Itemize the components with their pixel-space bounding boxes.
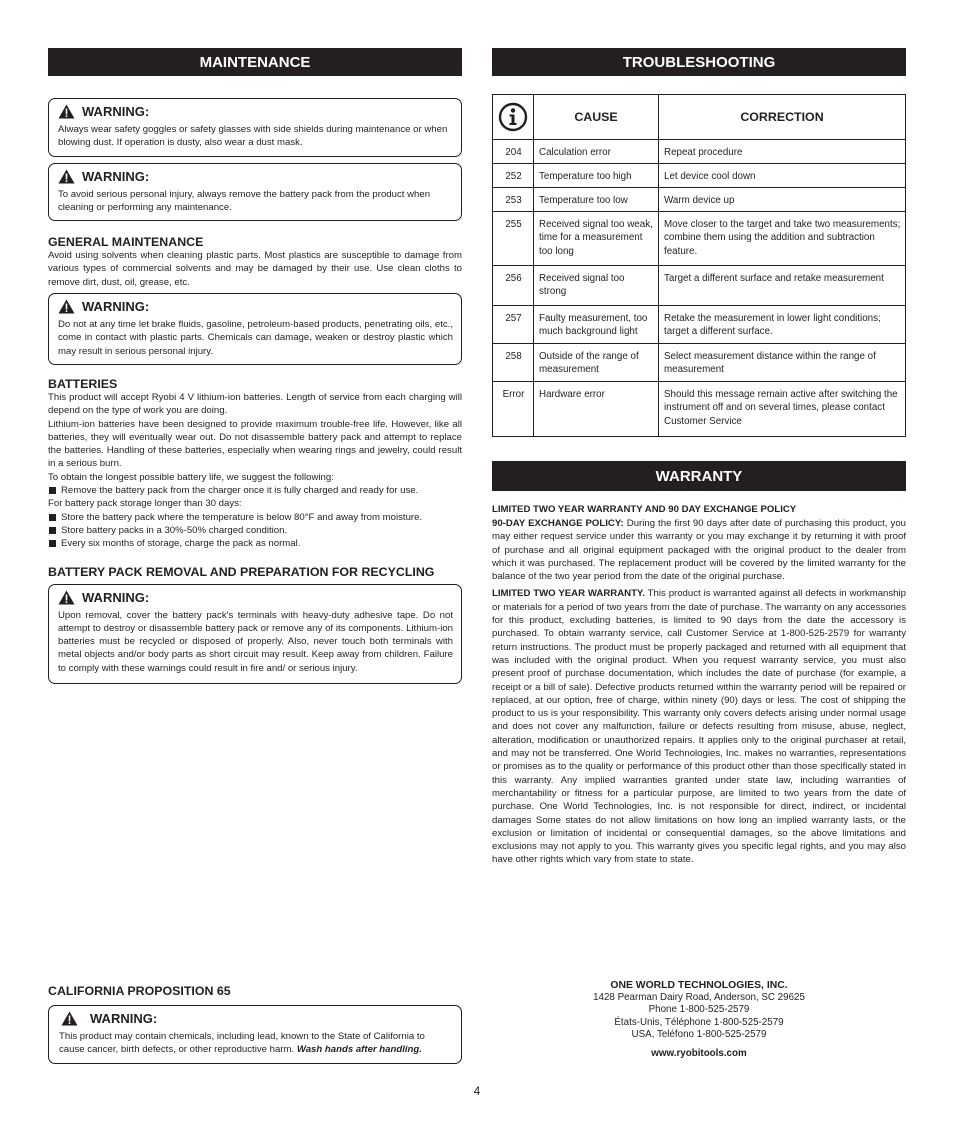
warning-text: Upon removal, cover the battery pack's terminals with heavy-duty adhesive tape. Do not attempt to destroy or disassemble battery pack or remove any of its components. Lithium-ion batteries must be recycled or disposed of properly. Also, never touch both terminals with metal objects and/or body parts as short circuit may result. Keep away from children. Failure to comply with these warnings could result in fire and/ or serious injury. [58,609,453,674]
cause-cell: Received signal too weak, time for a measurement too long [534,212,659,266]
warning-triangle-icon [58,104,75,119]
company-phone-fr: États-Unis, Téléphone 1-800-525-2579 [614,1016,784,1028]
warranty-title: WARRANTY [492,461,906,491]
batteries-paragraph: This product will accept Ryobi 4 V lithium-ion batteries. Length of service from each charging will depend on the type of work you are doing. [48,391,462,417]
warning-label: WARNING: [82,168,150,184]
table-row [493,306,906,344]
column-header-cause: CAUSE [534,95,659,140]
warning-box-goggles [48,98,462,157]
warning-triangle-icon [58,590,75,605]
batteries-paragraph: Lithium-ion batteries have been designed to provide maximum trouble-free life. However, like all batteries, they will eventually wear out. Do not disassemble battery pack and attempt to replace the batteries. Handling of these batteries, especially when wearing rings and jewelry, could result in a serious burn. [48,418,462,470]
column-header-correction: CORRECTION [659,95,906,140]
battery-removal-heading: BATTERY PACK REMOVAL AND PREPARATION FOR RECYCLING [48,564,435,579]
warning-triangle-icon [58,299,75,314]
company-info [492,980,906,1060]
cause-cell: Calculation error [534,140,659,164]
correction-cell: Repeat procedure [659,140,906,164]
bullet-item: Every six months of storage, charge the pack as normal. [48,537,462,550]
table-row [493,344,906,382]
table-row [493,382,906,437]
company-phone: Phone 1-800-525-2579 [648,1004,750,1016]
correction-cell: Warm device up [659,188,906,212]
warning-text: Do not at any time let brake fluids, gasoline, petroleum-based products, penetrating oils, etc., come in contact with plastic parts. Chemicals can damage, weaken or destroy plastic which may result in serious personal injury. [58,319,453,357]
troubleshooting-body [493,140,906,437]
table-header-row [493,95,906,140]
general-maintenance-section [48,235,462,289]
warning-triangle-icon [58,169,75,184]
warning-text: To avoid serious personal injury, always remove the battery pack from the product when cleaning or performing any maintenance. [58,188,431,213]
bullet-item: Remove the battery pack from the charger once it is fully charged and ready for use. [48,484,462,497]
error-code-cell: 256 [493,266,534,306]
prop65-emphasis: Wash hands after handling. [296,1044,422,1056]
info-icon-cell [493,95,534,140]
cause-cell: Outside of the range of measurement [534,344,659,382]
error-code-cell: 252 [493,164,534,188]
correction-cell: Select measurement distance within the range of measurement [659,344,906,382]
error-code-cell: 257 [493,306,534,344]
maintenance-title: MAINTENANCE [48,48,462,76]
warning-label: WARNING: [82,589,150,605]
general-maintenance-heading: GENERAL MAINTENANCE [48,235,204,250]
prop65-heading: CALIFORNIA PROPOSITION 65 [48,984,231,998]
cause-cell: Faulty measurement, too much background light [534,306,659,344]
error-code-cell: 253 [493,188,534,212]
correction-cell: Let device cool down [659,164,906,188]
table-row [493,212,906,266]
cause-cell: Temperature too high [534,164,659,188]
error-code-cell: 255 [493,212,534,266]
warranty-two-year: LIMITED TWO YEAR WARRANTY. This product is warranted against all defects in workmanship or materials for a period of two years from the date of purchase. The warranty on any accessories for this product, excluding batteries, is limited to 90 days from the date the accessory is purchased. To obtain warranty service, call Customer Service at 1-800-525-2579 for warranty return instructions. The product must be properly packaged and returned with all equipment that was included with the original product. When you request warranty service, you must also present proof of purchase documentation, which includes the date of purchase (for example, a receipt or a bill of sale). Defective products returned within the warranty period will be repaired or replaced, at our option, free of charge, within ninety (90) days or less. The cost of shipping the product to us is your responsibility. This warranty only covers defects arising under normal usage and does not cover any malfunction, failure or defects resulting from misuse, abuse, neglect, alteration, modification or unauthorized repairs. It applies only to the original purchaser at retail, and may not be transferred. One World Technologies, Inc. makes no warranties, representations or promises as to the quality or performance of this product other than those specifically stated in this warranty. Any implied warranties granted under state law, including warranties of merchantability or fitness for a particular purpose, are limited to two years from the date of purchase. One World Technologies, Inc. is not responsible for direct, indirect, or incidental damages Some states do not allow limitations on how long an implied warranty lasts, or the exclusion or limitation of incidental or consequential damages, so the above limitations and exclusions may not apply to you. This warranty gives you specific legal rights, and you may also have other rights which vary from state to state. [492,588,906,866]
company-name: ONE WORLD TECHNOLOGIES, INC. [610,980,788,991]
correction-cell: Retake the measurement in lower light conditions; target a different surface. [659,306,906,344]
error-code-cell: Error [493,382,534,437]
warning-box-chemicals [48,293,462,365]
batteries-paragraph: To obtain the longest possible battery life, we suggest the following: [48,471,334,483]
batteries-section [48,377,462,551]
page-number: 4 [473,1084,481,1098]
batteries-heading: BATTERIES [48,376,118,391]
table-row [493,164,906,188]
cause-cell: Temperature too low [534,188,659,212]
cause-cell: Hardware error [534,382,659,437]
prop65-section [48,984,462,1064]
correction-cell: Should this message remain active after switching the instrument off and on several times, please contact Customer Service [659,382,906,437]
warranty-exchange-policy: 90-DAY EXCHANGE POLICY: During the first 90 days after date of purchasing this product, you may either request service under this warranty or you may exchange it by returning it with proof of purchase and all original equipment packaged with the original product to the dealer from which it was purchased. The replacement product will be covered by the limited warranty for the balance of the two year period from the date of the original purchase. [492,518,907,583]
troubleshooting-table [492,94,906,437]
warning-box-prop65 [48,1005,462,1064]
warning-box-remove-battery [48,163,462,222]
warning-triangle-icon [61,1011,78,1026]
batteries-paragraph: For battery pack storage longer than 30 days: [48,498,242,510]
correction-cell: Target a different surface and retake measurement [659,266,906,306]
warning-label: WARNING: [90,1011,158,1026]
bullet-item: Store battery packs in a 30%-50% charged condition. [48,524,462,537]
general-maintenance-text: Avoid using solvents when cleaning plastic parts. Most plastics are susceptible to damage from various types of commercial solvents and may be damaged by their use. Use clean cloths to remove dirt, dust, oil, grease, etc. [48,250,462,288]
warranty-section [492,503,906,867]
warranty-heading: LIMITED TWO YEAR WARRANTY AND 90 DAY EXCHANGE POLICY [492,504,797,515]
warning-text: Always wear safety goggles or safety glasses with side shields during maintenance or when blowing dust. If operation is dusty, also wear a dust mask. [58,124,448,149]
table-row [493,266,906,306]
company-website: www.ryobitools.com [651,1048,747,1060]
prop65-text: This product may contain chemicals, including lead, known to the State of California to cause cancer, birth defects, or other reproductive harm. Wash hands after handling. [59,1031,425,1056]
company-address: 1428 Pearman Dairy Road, Anderson, SC 29625 [593,992,805,1004]
error-code-cell: 204 [493,140,534,164]
correction-cell: Move closer to the target and take two measurements; combine them using the addition and subtraction feature. [659,212,906,266]
warning-box-battery-removal [48,584,462,684]
warning-label: WARNING: [82,299,150,315]
troubleshooting-title: TROUBLESHOOTING [492,48,906,76]
error-code-cell: 258 [493,344,534,382]
info-icon [498,102,528,132]
right-column [492,48,906,867]
maintenance-column [48,48,462,684]
company-phone-es: USA, Teléfono 1-800-525-2579 [631,1028,767,1040]
table-row [493,140,906,164]
bullet-item: Store the battery pack where the temperature is below 80°F and away from moisture. [48,511,462,524]
cause-cell: Received signal too strong [534,266,659,306]
table-row [493,188,906,212]
warning-label: WARNING: [82,104,150,119]
